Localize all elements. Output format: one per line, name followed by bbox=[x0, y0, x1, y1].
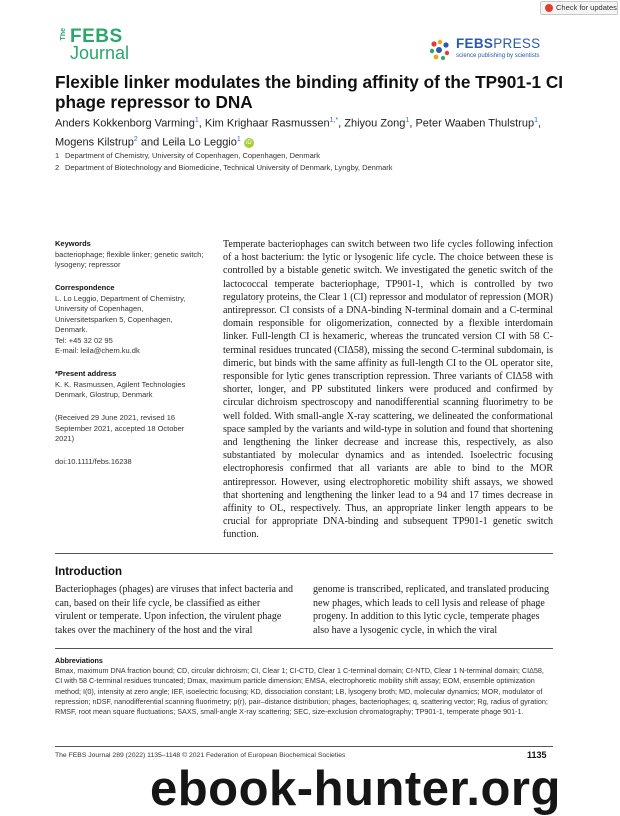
crossmark-icon bbox=[545, 4, 553, 12]
febs-press-logo bbox=[428, 36, 558, 66]
affiliation-ref[interactable]: 2 bbox=[133, 136, 138, 144]
section-divider bbox=[55, 553, 553, 554]
doi-link[interactable]: doi:10.1111/febs.16238 bbox=[55, 457, 132, 466]
page-number: 1135 bbox=[527, 750, 547, 760]
author-list: Anders Kokkenborg Varming$^1$, Kim Krighaar Rasmussen$^{1,*}$, Zhiyou Zong$^1$, Peter Waaben Thulstrup$^1$, Mogens Kilstrup$^2$ and Leila Lo Leggio$^1$ iD bbox=[55, 117, 542, 149]
check-for-updates-label: Check for updates bbox=[556, 3, 617, 12]
author-name[interactable]: Anders Kokkenborg Varming bbox=[55, 117, 195, 130]
febs-press-mark-icon bbox=[428, 38, 452, 62]
correspondence-address: L. Lo Leggio, Department of Chemistry, University of Copenhagen, Universitetsparken 5, Copenhagen, Denmark. bbox=[55, 293, 186, 334]
orcid-icon[interactable]: iD bbox=[244, 138, 254, 148]
article-title: Flexible linker modulates the binding affinity of the TP901-1 CI phage repressor to DNA bbox=[55, 72, 564, 112]
abbreviations-divider bbox=[55, 648, 553, 649]
febs-journal-logo bbox=[60, 26, 180, 66]
affiliation-2: 2 Department of Biotechnology and Biomedicine, Technical University of Denmark, Lyngby, Denmark bbox=[55, 163, 393, 172]
logo-journal: Journal bbox=[70, 43, 130, 63]
author-name[interactable]: Leila Lo Leggio bbox=[162, 136, 237, 149]
press-name: FEBSPRESS bbox=[456, 36, 541, 51]
affiliation-ref[interactable]: 1 bbox=[534, 117, 538, 124]
correspondence-email[interactable]: E-mail: leila@chem.ku.dk bbox=[55, 346, 140, 355]
check-for-updates-button[interactable] bbox=[540, 1, 618, 15]
footer-divider bbox=[55, 746, 553, 747]
correspondence-tel: Tel: +45 32 02 95 bbox=[55, 335, 113, 345]
affiliation-ref[interactable]: 1 bbox=[236, 136, 241, 144]
watermark-text: ebook-hunter.org bbox=[150, 762, 561, 816]
abstract-text: Temperate bacteriophages can switch between two life cycles following infection of a host bacterium: the lytic or lysogenic life cycle. The choice between these is controlled by a bistable genetic switch. We investigated the genetic switch of the lactococcal temperate bacteriophage, TP901-1, which is controlled by two regulatory proteins, the Clear 1 (CI) repressor and modulator of repression (MOR) antirepressor. CI consists of a DNA-binding N-terminal domain and a C-terminal domain responsible for oligomerization, connected by a flexible interdomain linker. Full-length CI is hexameric, whereas the truncated version CI with 58 C-terminal residues truncated (CIΔ58), missing the second C-terminal subdomain, is dimeric, but binds with the same affinity as full-length CI to the OL operator site, responsible for lytic genes transcription repression. Three variants of CIΔ58 with shorter, longer, and PP substituted linkers were produced and confirmed by circular dichroism spectroscopy and nanodifferential scanning fluorimetry to be well folded. With small-angle X-ray scattering, we delineated the conformational space sampled by the variants and wild-type in solution and found that shortening and lengthening the linker decrease and increase this, respectively, as also substantiated by molecular dynamics and as intended. Isoelectric focusing electrophoresis confirmed that all variants are able to bind to the MOR antirepressor. However, using electrophoretic mobility shift assays, we showed that shortening and lengthening the linker lead to a 94 and 17 times decrease in affinity to OL, respectively. Thus, an appropriate linker length appears to be crucial for appropriate DNA-binding and subsequent TP901-1 genetic switch function. bbox=[223, 239, 553, 541]
correspondence-block bbox=[55, 283, 205, 357]
abbreviations-block bbox=[55, 656, 553, 717]
author-name[interactable]: Peter Waaben Thulstrup bbox=[415, 117, 535, 130]
received-dates: (Received 29 June 2021, revised 16 September 2021, accepted 18 October 2021) bbox=[55, 413, 185, 443]
intro-column-2: genome is transcribed, replicated, and translated producing new phages, which leads to cell lysis and release of phage progeny. In addition to this lytic cycle, temperate phages also have a lysogenic cycle, in which the viral bbox=[313, 584, 550, 636]
correspondence-heading: Correspondence bbox=[55, 283, 115, 292]
logo-febs: FEBS bbox=[70, 26, 123, 47]
present-address-block bbox=[55, 369, 205, 401]
abbreviations-heading: Abbreviations bbox=[55, 656, 103, 665]
keywords-text: bacteriophage; flexible linker; genetic switch; lysogeny; repressor bbox=[55, 249, 204, 269]
author-name[interactable]: Kim Krighaar Rasmussen bbox=[204, 117, 330, 130]
abbreviations-text: Bmax, maximum DNA fraction bound; CD, circular dichroism; CI, Clear 1; CI-CTD, Clear 1 C-terminal domain; CI-NTD, Clear 1 N-terminal domain; CIΔ58, CI with 58 C-terminal residues truncated; Dmax, maximum particle dimension; EMSA, electrophoretic mobility shift assay; EOM, ensemble optimization method; I(0), intensity at zero angle; IEF, isoelectric focusing; KD, dissociation constant; LB, lysogeny broth; MD, molecular dynamics; MOR, modulator of repression; nDSF, nanodifferential scanning fluorimetry; p(r), pair–distance distribution; phages, bacteriophages; q, scattering vector; Rg, radius of gyration; RMSF, root mean square fluctuations; SAXS, small-angle X-ray scattering; SEC, size-exclusion chromatography; TP901-1, temperate phage 901-1. bbox=[55, 666, 548, 717]
affiliation-ref[interactable]: 1,* bbox=[329, 117, 339, 124]
author-name[interactable]: Mogens Kilstrup bbox=[55, 136, 134, 149]
intro-column-1: Bacteriophages (phages) are viruses that infect bacteria and can, based on their life cycle, be classified as either virulent or temperate. Upon infection, the virulent phage takes over the machinery of the host and the viral bbox=[55, 584, 293, 636]
press-tagline: science publishing by scientists bbox=[456, 53, 540, 59]
keywords-block bbox=[55, 239, 205, 271]
present-address-text: K. K. Rasmussen, Agilent Technologies Denmark, Glostrup, Denmark bbox=[55, 379, 186, 399]
keywords-heading: Keywords bbox=[55, 239, 91, 248]
affiliation-1: 1 Department of Chemistry, University of Copenhagen, Copenhagen, Denmark bbox=[55, 151, 320, 160]
introduction-heading: Introduction bbox=[55, 566, 123, 578]
footer-citation: The FEBS Journal 289 (2022) 1135–1148 © 2021 Federation of European Biochemical Societies bbox=[55, 752, 346, 759]
present-address-heading: *Present address bbox=[55, 369, 117, 378]
affiliation-ref[interactable]: 1 bbox=[405, 117, 410, 124]
affiliation-ref[interactable]: 1 bbox=[194, 117, 199, 124]
logo-the: The bbox=[60, 28, 67, 41]
author-name[interactable]: Zhiyou Zong bbox=[344, 117, 406, 130]
